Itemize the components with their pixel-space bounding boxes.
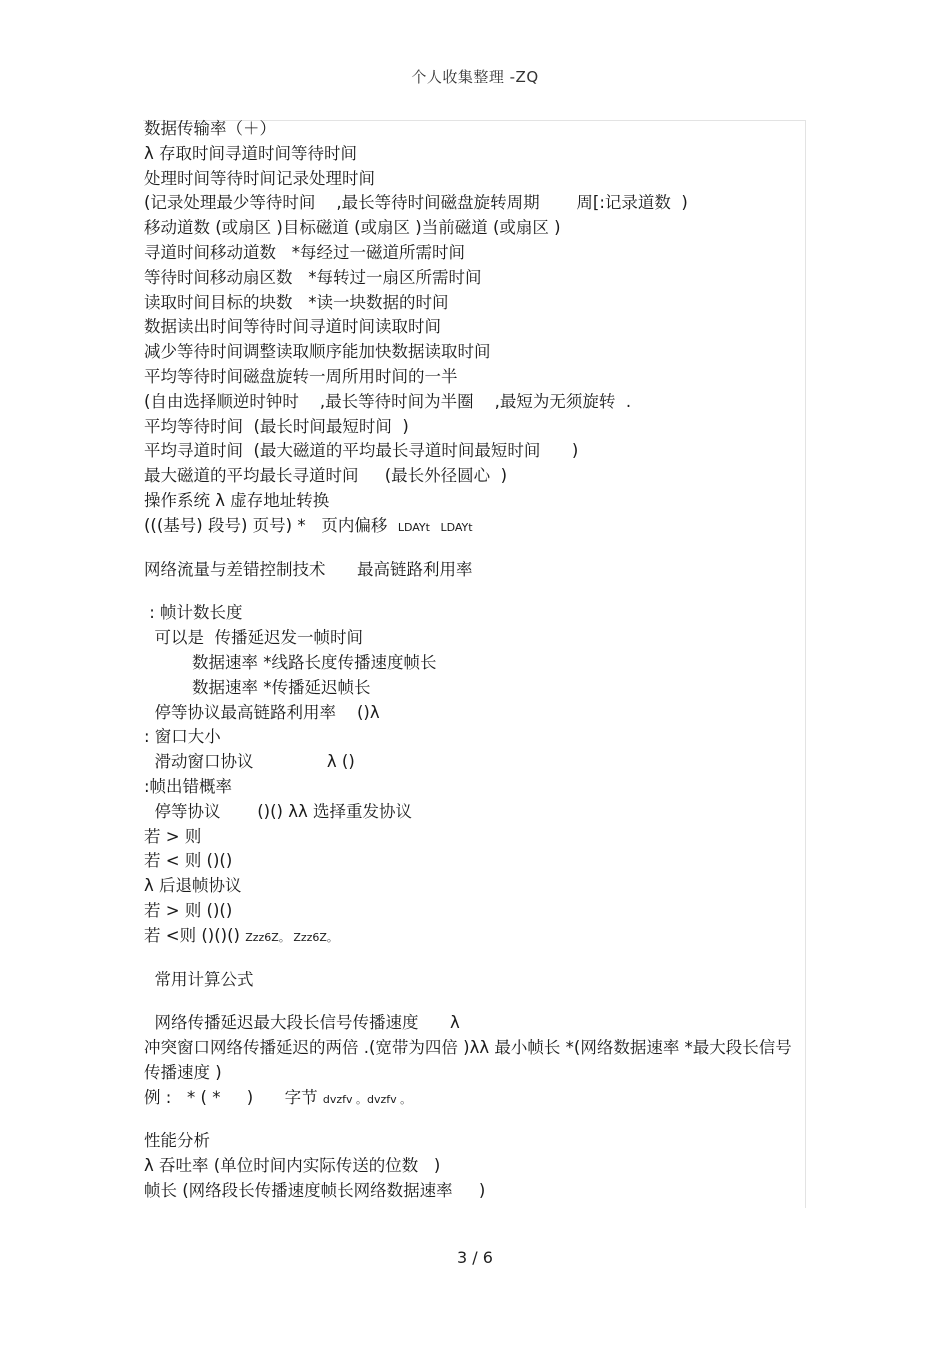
text-line: 冲突窗口网络传播延迟的两倍 .(宽带为四倍 )λλ 最小帧长 *(网络数据速率 *最大段长信号传播速度 )	[144, 1038, 792, 1082]
text-line	[144, 924, 799, 949]
text-line: (记录处理最少等待时间 ,最长等待时间磁盘旋转周期 周[:记录道数 )	[144, 193, 688, 213]
text-line: 处理时间等待时间记录处理时间	[144, 168, 375, 188]
small-note: LDAYt LDAYt	[397, 520, 473, 534]
text-line: λ 存取时间寻道时间等待时间	[144, 143, 358, 163]
page-header: 个人收集整理 -ZQ	[411, 68, 539, 86]
text-line: (自由选择顺逆时钟时 ,最长等待时间为半圈 ,最短为无须旋转 .	[144, 391, 632, 411]
text-line	[144, 1086, 799, 1111]
text-line: 数据速率 *线路长度传播速度帧长	[192, 652, 437, 672]
text-line: 最大磁道的平均最长寻道时间 (最长外径圆心 )	[144, 466, 508, 486]
text-line: 寻道时间移动道数 *每经过一磁道所需时间	[144, 242, 465, 262]
text-line: 可以是 传播延迟发一帧时间	[144, 628, 363, 648]
text-line: 操作系统 λ 虚存地址转换	[144, 490, 330, 510]
text-line: 平均等待时间磁盘旋转一周所用时间的一半	[144, 366, 458, 386]
spacer	[144, 539, 799, 558]
text-line: 停等协议 ()() λλ 选择重发协议	[144, 801, 412, 821]
text-line: 帧长 (网络段长传播速度帧长网络数据速率 )	[144, 1181, 486, 1201]
text-line: 读取时间目标的块数 *读一块数据的时间	[144, 292, 449, 312]
section-heading: 网络流量与差错控制技术 最高链路利用率	[144, 559, 473, 579]
section-heading: 常用计算公式	[144, 969, 254, 989]
small-note: dvzfv 。dvzfv 。	[322, 1092, 412, 1106]
text-line: 数据传输率（＋）	[144, 119, 276, 138]
text-line: 数据速率 *传播延迟帧长	[192, 677, 371, 697]
text-line: 平均寻道时间 (最大磁道的平均最长寻道时间最短时间 )	[144, 441, 579, 461]
text-line: : 帧计数长度	[144, 603, 243, 623]
text-line: :帧出错概率	[144, 776, 233, 796]
document-body	[144, 117, 799, 1204]
text-line	[144, 514, 799, 539]
spacer	[144, 582, 799, 601]
text-line: λ 后退帧协议	[144, 876, 242, 896]
address-formula: (((基号) 段号) 页号) * 页内偏移	[144, 515, 388, 535]
text-line: 等待时间移动扇区数 *每转过一扇区所需时间	[144, 267, 482, 287]
spacer	[144, 1110, 799, 1129]
text-line: 若 < 则 ()()	[144, 851, 233, 871]
text-line: 停等协议最高链路利用率 ()λ	[144, 702, 380, 722]
text-line: 若 > 则	[144, 826, 202, 846]
small-note: Zzz6Z。 Zzz6Z。	[245, 930, 338, 944]
text-line: 网络传播延迟最大段长信号传播速度 λ	[144, 1013, 460, 1033]
text-line: 平均等待时间 (最长时间最短时间 )	[144, 416, 409, 436]
spacer	[144, 992, 799, 1011]
condition-text: 若 <则 ()()()	[144, 925, 240, 945]
example-text: 例 : * ( * ) 字节	[144, 1087, 318, 1107]
section-heading: 性能分析	[144, 1131, 210, 1151]
text-line: 减少等待时间调整读取顺序能加快数据读取时间	[144, 342, 491, 362]
text-line: λ 吞吐率 (单位时间内实际传送的位数 )	[144, 1156, 441, 1176]
text-line: 滑动窗口协议 λ ()	[144, 752, 355, 772]
text-line: 移动道数 (或扇区 )目标磁道 (或扇区 )当前磁道 (或扇区 )	[144, 218, 561, 238]
text-line: : 窗口大小	[144, 727, 221, 747]
text-line: 数据读出时间等待时间寻道时间读取时间	[144, 317, 441, 337]
text-line: 若 > 则 ()()	[144, 900, 233, 920]
page-number: 3 / 6	[457, 1248, 493, 1267]
spacer	[144, 949, 799, 968]
